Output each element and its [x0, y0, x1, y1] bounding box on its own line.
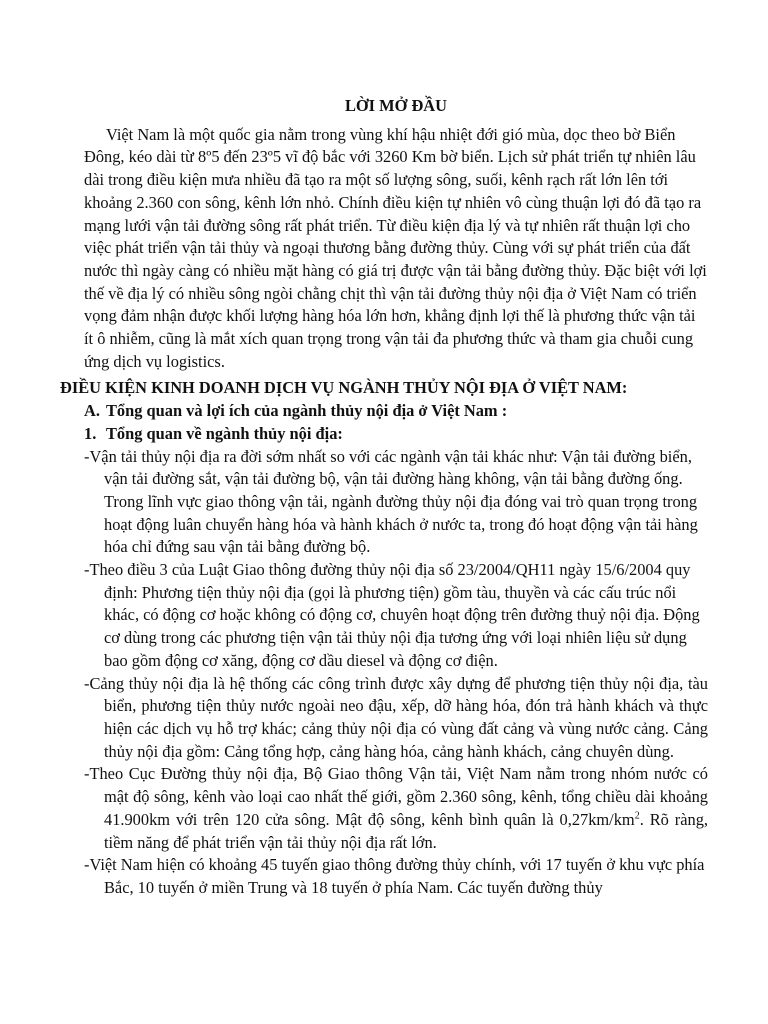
- bullet-text: Theo Cục Đường thủy nội địa, Bộ Giao thông Vận tải, Việt Nam nằm trong nhóm nước có mật độ sông, kênh vào loại cao nhất thế giới, gồm 2.360 sông, kênh, tổng chiều dài khoảng 41.900km với trên 120 cửa sông. Mật độ sông, kênh bình quân là 0,27km/km: [89, 764, 708, 829]
- superscript: 2: [634, 810, 640, 822]
- bullet-paragraph: [84, 763, 708, 854]
- bullet-paragraph: [84, 559, 708, 673]
- bullet-dash: -: [84, 560, 90, 580]
- bullet-dash: -: [84, 855, 90, 875]
- intro-paragraph: Việt Nam là một quốc gia nằm trong vùng khí hậu nhiệt đới gió mùa, dọc theo bờ Biển Đông, kéo dài từ 8º5 đến 23º5 vĩ độ bắc với 3260 Km bờ biển. Lịch sử phát triển tự nhiên lâu dài trong điều kiện mưa nhiều đã tạo ra một số lượng sông, suối, kênh rạch rất lớn lên tới khoảng 2.360 con sông, kênh lớn nhỏ. Chính điều kiện tự nhiên vô cùng thuận lợi đó đã tạo ra mạng lưới vận tải đường sông rất phát triển. Từ điều kiện địa lý và tự nhiên rất thuận lợi cho việc phát triển vận tải thủy và ngoại thương bằng đường thủy. Cùng với sự phát triển của đất nước thì ngày càng có nhiều mặt hàng có giá trị được vận tải bằng đường thủy. Đặc biệt với lợi thế về địa lý có nhiều sông ngòi chằng chịt thì vận tải đường thủy nội địa ở Việt Nam có triển vọng đảm nhận được khối lượng hàng hóa lớn hơn, khẳng định lợi thế là phương thức vận tải ít ô nhiễm, cũng là mắt xích quan trọng trong vận tải đa phương thức và tham gia chuỗi cung ứng dịch vụ logistics.: [84, 124, 707, 371]
- main-heading: ĐIỀU KIỆN KINH DOANH DỊCH VỤ NGÀNH THỦY NỘI ĐỊA Ở VIỆT NAM:: [60, 378, 628, 398]
- bullet-paragraph: [84, 446, 708, 560]
- bullet-paragraph: [84, 673, 708, 764]
- bullet-text: Cảng thủy nội địa là hệ thống các công trình được xây dựng để phương tiện thủy nội địa, tàu biển, phương tiện thủy nước ngoài neo đậu, xếp, dỡ hàng hóa, đón trả hành khách và thực hiện các dịch vụ hỗ trợ khác; cảng thủy nội địa có vùng đất cảng và vùng nước cảng. Cảng thủy nội địa gồm: Cảng tổng hợp, cảng hàng hóa, cảng hành khách, cảng chuyên dùng.: [89, 673, 708, 761]
- bullet-text: Vận tải thủy nội địa ra đời sớm nhất so với các ngành vận tải khác như: Vận tải đường biển, vận tải đường sắt, vận tải đường bộ, vận tải đường hàng không, vận tải bằng đường ống. Trong lĩnh vực giao thông vận tải, ngành đường thủy nội địa đóng vai trò quan trọng trong hoạt động luân chuyển hàng hóa và hành khách ở nước ta, trong đó hoạt động vận tải hàng hóa chỉ đứng sau vận tải bằng đường bộ.: [89, 446, 698, 557]
- bullet-dash: -: [84, 673, 90, 693]
- document-title: LỜI MỞ ĐẦU: [345, 96, 447, 115]
- section-1-text: Tổng quan về ngành thủy nội địa:: [106, 423, 343, 443]
- bullet-text: Theo điều 3 của Luật Giao thông đường thủy nội địa số 23/2004/QH11 ngày 15/6/2004 quy định: Phương tiện thủy nội địa (gọi là phương tiện) gồm tàu, thuyền và các cấu trúc nổi khác, có động cơ hoặc không có động cơ, chuyên hoạt động trên đường thuỷ nội địa. Động cơ dùng trong các phương tiện vận tải thủy nội địa tương ứng với loại nhiên liệu sử dụng bao gồm động cơ xăng, động cơ dầu diesel và động cơ điện.: [89, 560, 700, 670]
- bullet-text-tail: . Rõ ràng, tiềm năng để phát triển vận tải thủy nội địa rất lớn.: [104, 809, 708, 852]
- section-a-heading: [84, 400, 708, 423]
- bullet-paragraph: [84, 854, 708, 899]
- bullet-dash: -: [84, 764, 90, 784]
- section-1-number: 1.: [84, 423, 97, 443]
- section-1-heading: [84, 423, 708, 446]
- section-a-text: Tổng quan và lợi ích của ngành thủy nội địa ở Việt Nam :: [106, 401, 508, 421]
- bullet-dash: -: [84, 446, 90, 466]
- bullet-text: Việt Nam hiện có khoảng 45 tuyến giao thông đường thủy chính, với 17 tuyến ở khu vực phía Bắc, 10 tuyến ở miền Trung và 18 tuyến ở phía Nam. Các tuyến đường thủy: [89, 855, 705, 897]
- section-a-number: A.: [84, 401, 100, 421]
